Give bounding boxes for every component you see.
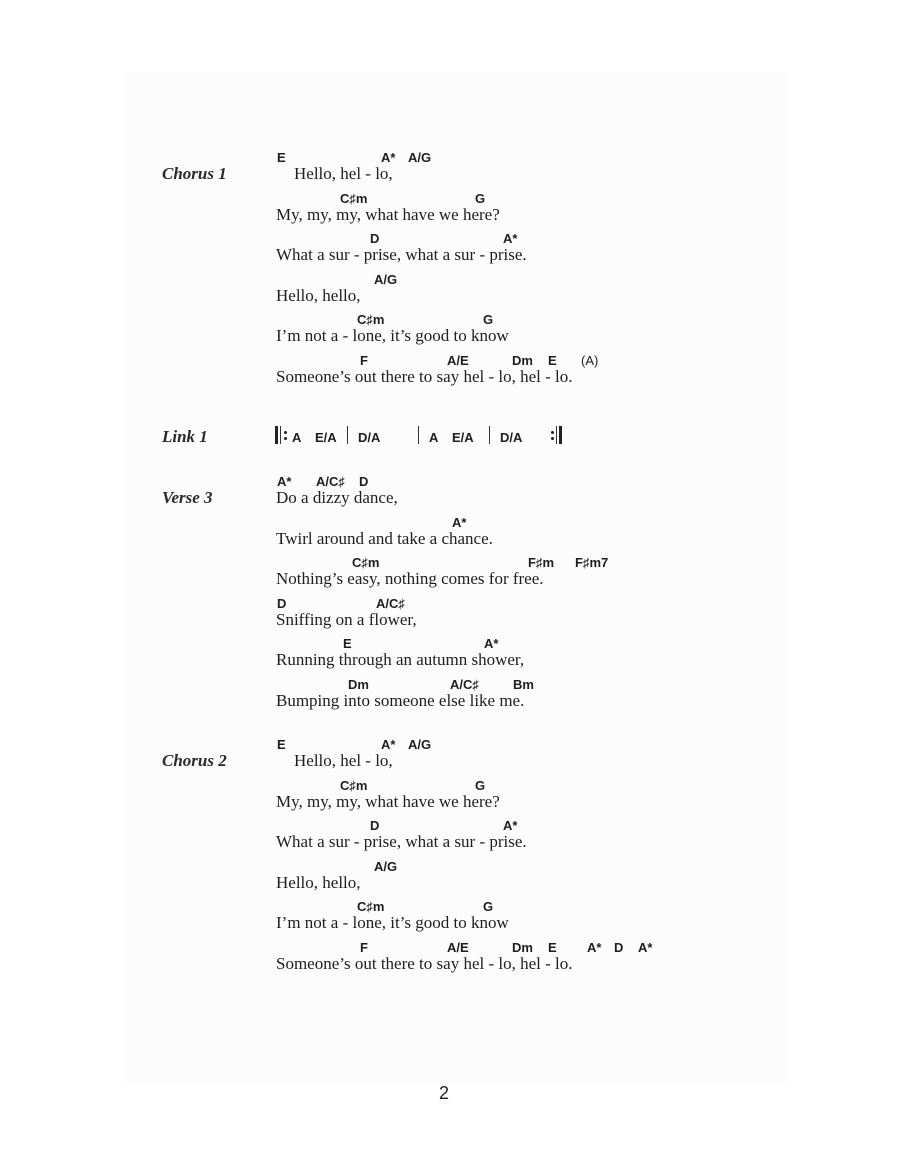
chord: C♯m (340, 778, 368, 793)
chord: D (277, 596, 287, 611)
barline (347, 426, 348, 444)
chord: Dm (348, 677, 369, 692)
lyric-line: What a sur - prise, what a sur - prise. (276, 245, 527, 264)
chord: D (370, 818, 380, 833)
section-label-link-1: Link 1 (162, 427, 208, 446)
lyric-line: I’m not a - lone, it’s good to know (276, 913, 509, 932)
chord: A (429, 430, 439, 445)
repeat-end-barline (559, 426, 562, 444)
repeat-end-dots (551, 428, 554, 442)
chord: A* (638, 940, 653, 955)
chord: A* (587, 940, 602, 955)
lyric-line: I’m not a - lone, it’s good to know (276, 326, 509, 345)
lyric-line: Sniffing on a flower, (276, 610, 417, 629)
repeat-start-thin-barline (280, 426, 281, 444)
section-label-verse-3: Verse 3 (162, 488, 213, 507)
lyric-line: What a sur - prise, what a sur - prise. (276, 832, 527, 851)
chord: A/G (374, 272, 398, 287)
lyric-line: Hello, hello, (276, 286, 361, 305)
chord: E/A (452, 430, 474, 445)
section-label-chorus-1: Chorus 1 (162, 164, 227, 183)
chord: A/E (447, 353, 469, 368)
repeat-start-barline (275, 426, 278, 444)
lyric-line: Hello, hello, (276, 873, 361, 892)
repeat-start-dots (284, 428, 287, 442)
chord: A* (503, 231, 518, 246)
chord: D (370, 231, 380, 246)
lyric-line: Nothing’s easy, nothing comes for free. (276, 569, 544, 588)
chord: D/A (358, 430, 381, 445)
chord: Dm (512, 940, 533, 955)
chord: D (614, 940, 624, 955)
chord: E (277, 150, 286, 165)
chord: C♯m (340, 191, 368, 206)
chord: A/C♯ (376, 596, 405, 611)
chord: C♯m (357, 312, 385, 327)
chord: G (483, 899, 494, 914)
page-number: 2 (438, 1083, 449, 1103)
chord: A* (277, 474, 292, 489)
chord: A/C♯ (316, 474, 345, 489)
lyric-line: Do a dizzy dance, (276, 488, 398, 507)
chord: E (277, 737, 286, 752)
chord: C♯m (352, 555, 380, 570)
lyric-line: My, my, my, what have we here? (276, 205, 500, 224)
barline (418, 426, 419, 444)
chord: A/E (447, 940, 469, 955)
chord: F♯m (528, 555, 554, 570)
chord: E (548, 353, 557, 368)
chord: D (359, 474, 369, 489)
chord: (A) (581, 353, 599, 368)
chord: F (360, 353, 368, 368)
repeat-end-thin-barline (556, 426, 557, 444)
chord: G (475, 191, 486, 206)
lyric-line: Bumping into someone else like me. (276, 691, 525, 710)
section-label-chorus-2: Chorus 2 (162, 751, 227, 770)
barline (489, 426, 490, 444)
chord: A/G (408, 737, 432, 752)
chord: A/G (374, 859, 398, 874)
chord: A* (484, 636, 499, 651)
chord: A* (503, 818, 518, 833)
lyric-line: Someone’s out there to say hel - lo, hel - lo. (276, 954, 573, 973)
lyric-line: Running through an autumn shower, (276, 650, 525, 669)
chord: C♯m (357, 899, 385, 914)
chord: G (483, 312, 494, 327)
chord: A/G (408, 150, 432, 165)
chord: A* (381, 737, 396, 752)
chord: E (343, 636, 352, 651)
chord: Bm (513, 677, 534, 692)
chord: A (292, 430, 302, 445)
chord: A/C♯ (450, 677, 479, 692)
lyric-line: My, my, my, what have we here? (276, 792, 500, 811)
lyric-line: Someone’s out there to say hel - lo, hel - lo. (276, 367, 573, 386)
chord: E/A (315, 430, 337, 445)
chord: Dm (512, 353, 533, 368)
chord: F (360, 940, 368, 955)
chord: F♯m7 (575, 555, 609, 570)
lyric-line: Twirl around and take a chance. (276, 529, 493, 548)
chord: A* (381, 150, 396, 165)
chord: G (475, 778, 486, 793)
lyric-line: Hello, hel - lo, (294, 164, 393, 183)
lyric-line: Hello, hel - lo, (294, 751, 393, 770)
chord: D/A (500, 430, 523, 445)
chord: E (548, 940, 557, 955)
chord: A* (452, 515, 467, 530)
